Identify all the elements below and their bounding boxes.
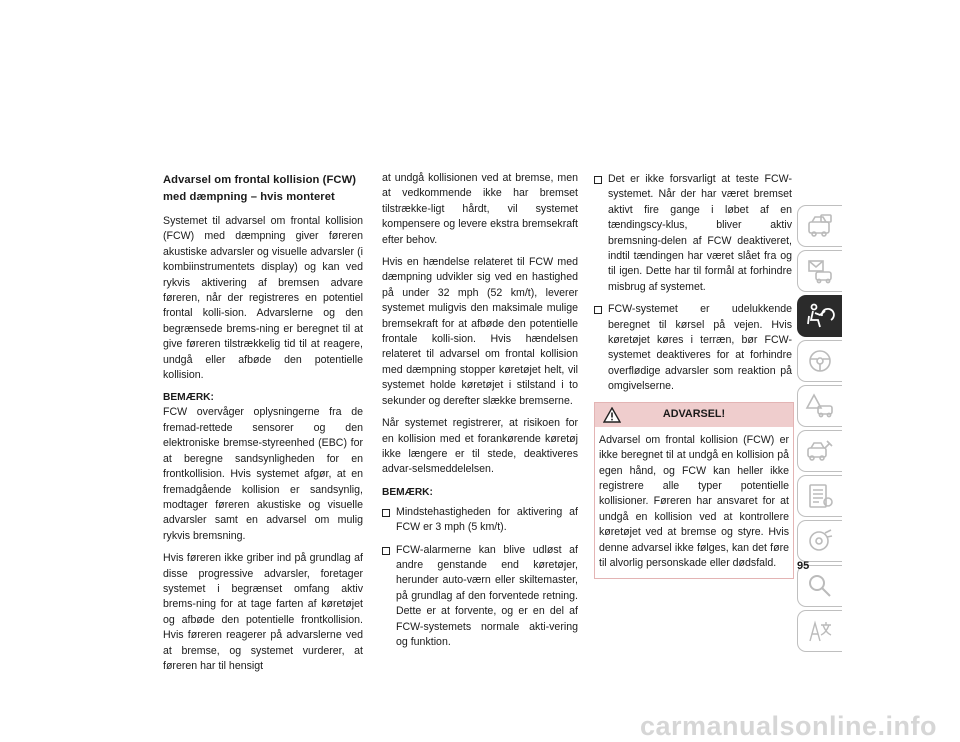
bullet-box-icon xyxy=(382,509,390,517)
intro-paragraph: Systemet til advarsel om frontal kollision (FCW) med dæmpning giver føreren akustiske advarsler og visuelle advarsler (i kombiinstrumentets display) og kan ved rykvis aktivering af bremsen advare føreren, når der registreres en potentiel frontal kolli-sion. Advarslerne og den begrænsede brems-ning er beregnet til at give føreren tilstrækkelig tid til at reagere, undgå eller afbøde den potentielle kollision. xyxy=(163,215,363,382)
steering-wheel-icon xyxy=(805,347,835,375)
tab-driving[interactable] xyxy=(797,340,842,382)
page-number: 95 xyxy=(797,560,810,572)
note-label: BEMÆRK: xyxy=(163,392,214,404)
car-service-icon xyxy=(805,437,835,465)
language-icon xyxy=(805,617,835,645)
list-item xyxy=(594,172,792,295)
watermark xyxy=(0,710,960,742)
envelope-car-icon xyxy=(805,257,835,285)
paragraph: at undgå kollisionen ved at bremse, men at vedkommende ikke har bremset tilstrække-ligt hårdt, vil systemet kompensere og levere ekstra bremsekraft efter behov. xyxy=(382,172,578,246)
chapter-tabs xyxy=(797,205,842,655)
tab-dashboard[interactable] xyxy=(797,205,842,247)
note-label: BEMÆRK: xyxy=(382,486,433,498)
column-left xyxy=(163,172,363,681)
list-item xyxy=(382,505,578,536)
tab-messages[interactable] xyxy=(797,250,842,292)
section-heading: Advarsel om frontal kollision (FCW) med dæmpning – hvis monteret xyxy=(163,174,357,203)
column-middle xyxy=(382,171,578,657)
warning-triangle-icon xyxy=(603,407,621,423)
search-icon xyxy=(805,572,835,600)
list-item-text: FCW-alarmerne kan blive udløst af andre genstande end køretøjer, herunder auto-værn eller skiltemaster, på grundlag af den forventede retning. Dette er at forvente, og er en del af FCW-systemets normale akti-vering og funktion. xyxy=(396,543,578,648)
list-item-text: FCW-systemet er udelukkende beregnet til kørsel på vejen. Hvis køretøjet køres i terræn, bør FCW-systemet deaktiveres for at forhindre overflødige advarsler som reaktion på omgivelserne. xyxy=(608,303,792,393)
warning-header xyxy=(595,403,793,427)
tab-languages[interactable] xyxy=(797,610,842,652)
paragraph: Når systemet registrerer, at risikoen for en kollision med et forankørende køretøj ikke længere er til stede, deaktiveres advar-selsmeddelelsen. xyxy=(382,417,578,476)
warning-text: Advarsel om frontal kollision (FCW) er ikke beregnet til at undgå en kollision på egen hånd, og FCW kan heller ikke registrere alle typer potentielle kollisioner. Føreren har ansvaret for at undgå en kollision ved at kontrollere køretøjet ved at bremse og styre. Hvis denne advarsel ikke følges, kan det føre til alvorlig personskade eller dødsfald. xyxy=(599,433,789,569)
list-item xyxy=(594,302,792,394)
tab-safety[interactable] xyxy=(797,295,842,337)
bullet-box-icon xyxy=(594,306,602,314)
bullet-box-icon xyxy=(594,176,602,184)
tab-specifications[interactable] xyxy=(797,475,842,517)
paragraph: Hvis en hændelse relateret til FCW med dæmpning udvikler sig ved en hastighed på under 32 mph (52 km/t), leverer systemet muligvis den maksimale mulige bremsekraft for at afbøde den potentielle frontale kolli-sion. Hvis hændelsen relateret til advarsel om frontal kollision med dæmpning stopper køretøjet helt, vil systemet holde køretøjet i stilstand i to sekunder og derefter slække bremserne. xyxy=(382,256,578,407)
tab-service[interactable] xyxy=(797,430,842,472)
column-right xyxy=(594,172,792,579)
car-dashboard-icon xyxy=(805,212,835,240)
bullet-box-icon xyxy=(382,547,390,555)
list-specs-icon xyxy=(805,482,835,510)
warning-car-icon xyxy=(805,392,835,420)
watermark-text: carmanualsonline.info xyxy=(639,710,937,741)
warning-title: ADVARSEL! xyxy=(662,407,726,420)
list-item-text: Mindstehastigheden for aktivering af FCW er 3 mph (5 km/t). xyxy=(396,505,578,534)
list-item xyxy=(382,543,578,651)
warning-box xyxy=(594,402,794,580)
list-item-text: Det er ikke forsvarligt at teste FCW-systemet. Når der har været bremset aktivt fire gange i løbet af en tændingscy-klus, bliver aktiv bremsning-delen af FCW deaktiveret, indtil tændingen har været slået fra og til igen. Dette har til formål at forhindre misbrug af systemet. xyxy=(608,173,792,293)
note-paragraph: FCW overvåger oplysningerne fra de fremad-rettede sensorer og den elektroniske bremse-styreenhed (EBC) for at beregne sandsynligheden for en frontkollision. Hvis systemet afgør, at en fremadgående kollision er sandsynlig, modtager føreren akustiske og visuelle advarsler samt en advarsel om mulig rykvis bremsning. xyxy=(163,406,363,542)
seated-driver-icon xyxy=(805,302,835,330)
paragraph: Hvis føreren ikke griber ind på grundlag af disse progressive advarsler, foretager systemet i begrænset omfang aktiv brems-ning for at tage farten af køretøjet og afbøde den potentielle frontkollision. Hvis føreren reagerer på advarslerne ved at bremse, og systemet vurderer, at føreren har til hensigt xyxy=(163,552,363,672)
tab-multimedia[interactable] xyxy=(797,520,842,562)
multimedia-icon xyxy=(805,527,835,555)
tab-emergency[interactable] xyxy=(797,385,842,427)
